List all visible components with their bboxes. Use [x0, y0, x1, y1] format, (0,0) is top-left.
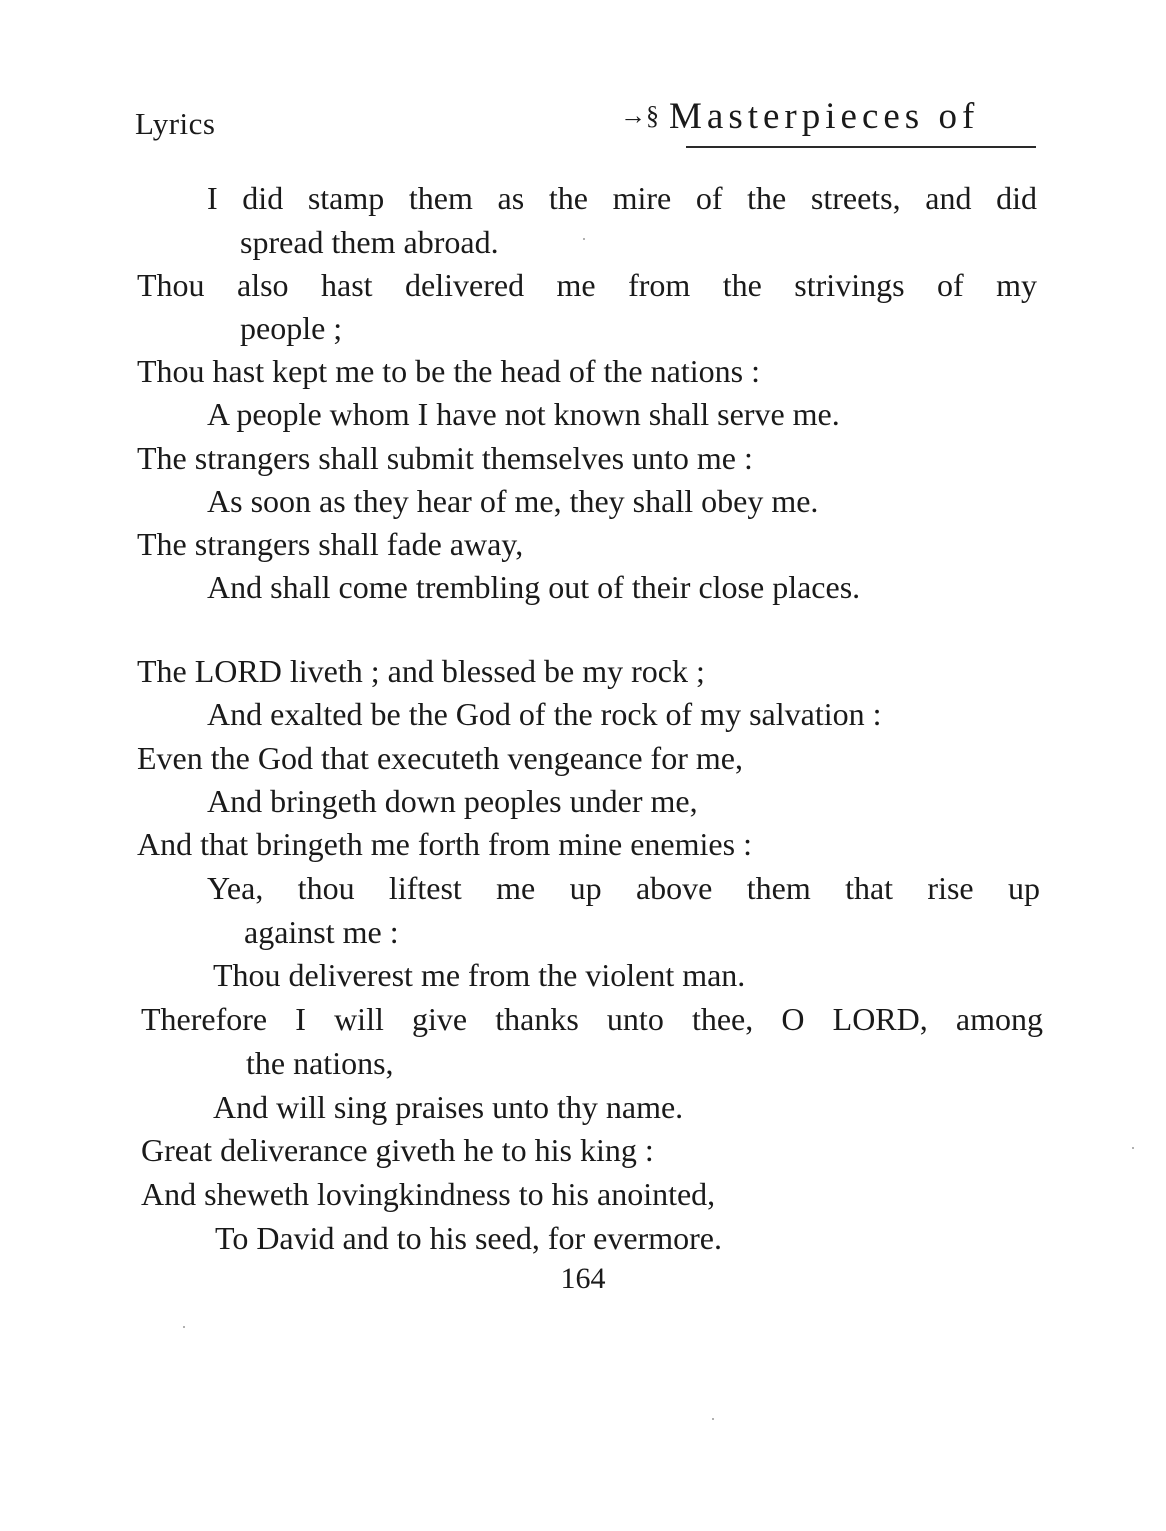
poem-line: Therefore I will give thanks unto thee, O LORD, among [141, 1001, 1043, 1037]
poem-line: And shall come trembling out of their close places. [207, 569, 861, 605]
poem-line: And exalted be the God of the rock of my salvation : [207, 696, 882, 732]
poem-line: A people whom I have not known shall serve me. [207, 396, 840, 432]
poem-line: And that bringeth me forth from mine enemies : [137, 826, 752, 862]
ornament-icon: →§ [620, 101, 659, 130]
poem-line: The LORD liveth ; and blessed be my rock ; [137, 653, 705, 689]
poem-line: Yea, thou liftest me up above them that rise up [207, 870, 1040, 906]
poem-line: against me : [244, 914, 399, 950]
poem-line: And will sing praises unto thy name. [213, 1089, 684, 1125]
running-header-left: Lyrics [135, 106, 216, 141]
poem-line: the nations, [246, 1045, 394, 1081]
poem-line: Great deliverance giveth he to his king : [141, 1132, 654, 1168]
poem-line: And sheweth lovingkindness to his anointed, [141, 1176, 716, 1212]
poem-line: spread them abroad. [240, 224, 499, 260]
scan-speck [583, 238, 585, 240]
poem-line: Even the God that executeth vengeance for me, [137, 740, 743, 776]
running-header-right [620, 95, 1036, 138]
header-rule [686, 146, 1036, 148]
poem-line: Thou hast kept me to be the head of the nations : [137, 353, 760, 389]
poem-line: people ; [240, 310, 343, 346]
scan-speck [1132, 1147, 1134, 1149]
poem-line: As soon as they hear of me, they shall obey me. [207, 483, 819, 519]
scan-speck [712, 1418, 714, 1420]
poem-line: Thou deliverest me from the violent man. [213, 957, 746, 993]
poem-line: Thou also hast delivered me from the strivings of my [137, 267, 1037, 303]
book-title: Masterpieces of [669, 96, 980, 137]
poem-line: The strangers shall fade away, [137, 526, 524, 562]
scan-speck [183, 1326, 185, 1328]
poem-line: And bringeth down peoples under me, [207, 783, 698, 819]
poem-line: The strangers shall submit themselves unto me : [137, 440, 753, 476]
poem-line: To David and to his seed, for evermore. [215, 1220, 722, 1256]
poem-line: I did stamp them as the mire of the streets, and did [207, 180, 1037, 216]
page-number: 164 [560, 1262, 606, 1295]
